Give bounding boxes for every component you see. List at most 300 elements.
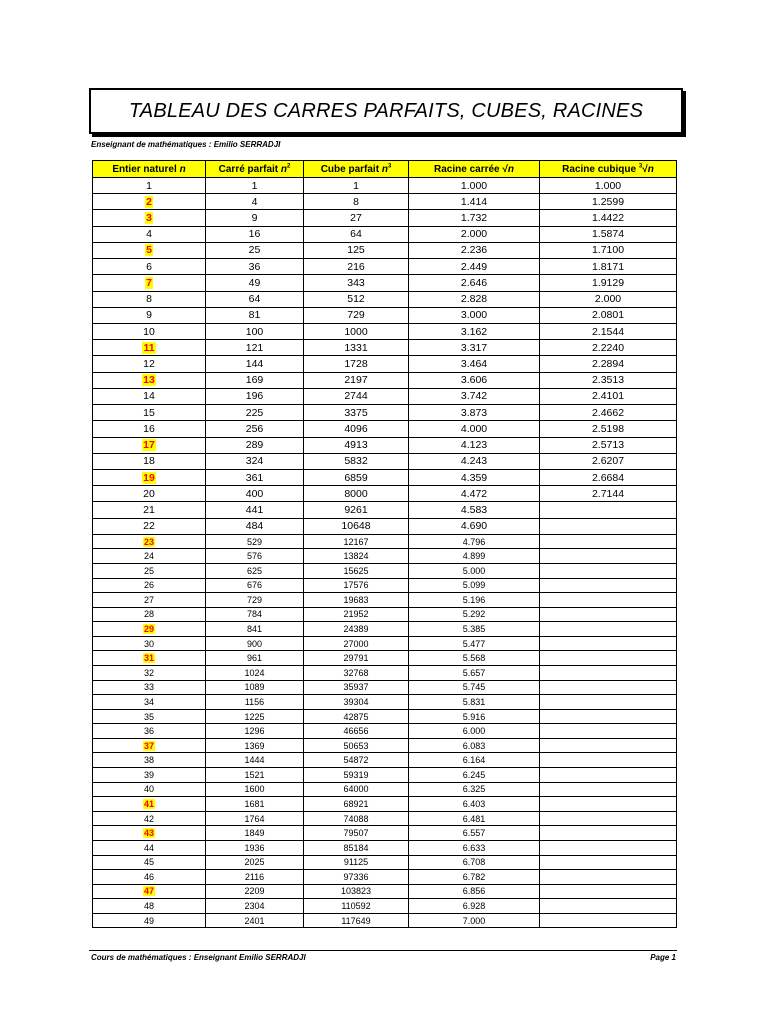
cell-square: 9 — [206, 210, 304, 226]
cell-square: 324 — [206, 453, 304, 469]
page-title: TABLEAU DES CARRES PARFAITS, CUBES, RACINES — [89, 88, 683, 134]
table-row — [93, 437, 677, 453]
cell-sqrt: 5.000 — [409, 563, 540, 578]
cell-sqrt: 4.359 — [409, 469, 540, 485]
table-row — [93, 680, 677, 695]
cell-cbrt: 2.5713 — [540, 437, 677, 453]
cell-square: 121 — [206, 340, 304, 356]
cell-sqrt: 1.414 — [409, 194, 540, 210]
table-row — [93, 275, 677, 291]
cell-square: 400 — [206, 486, 304, 502]
cell-cube: 64000 — [304, 782, 409, 797]
cell-sqrt: 4.123 — [409, 437, 540, 453]
cell-cbrt: 2.6684 — [540, 469, 677, 485]
header-cbrt: Racine cubique $^3$√n — [540, 161, 677, 178]
cell-sqrt: 3.162 — [409, 323, 540, 339]
cell-n — [93, 651, 206, 666]
cell-cbrt: 2.4101 — [540, 388, 677, 404]
cell-cube: 32768 — [304, 666, 409, 681]
cell-cbrt — [540, 549, 677, 564]
table-row — [93, 840, 677, 855]
table-row — [93, 578, 677, 593]
cell-sqrt: 6.557 — [409, 826, 540, 841]
table-row — [93, 534, 677, 549]
cell-n: 18 — [93, 453, 206, 469]
cell-n: 22 — [93, 518, 206, 534]
cell-square: 841 — [206, 622, 304, 637]
cell-cube: 4096 — [304, 421, 409, 437]
cell-cube: 35937 — [304, 680, 409, 695]
cell-cbrt: 2.2240 — [540, 340, 677, 356]
cell-cbrt — [540, 502, 677, 518]
cell-cbrt — [540, 840, 677, 855]
cell-square: 1444 — [206, 753, 304, 768]
highlighted-number: 17 — [143, 439, 155, 452]
cell-cube: 29791 — [304, 651, 409, 666]
cell-sqrt: 3.606 — [409, 372, 540, 388]
table-row — [93, 607, 677, 622]
cell-cbrt — [540, 636, 677, 651]
cell-n: 14 — [93, 388, 206, 404]
cell-square: 256 — [206, 421, 304, 437]
cell-sqrt: 6.083 — [409, 738, 540, 753]
cell-cube: 42875 — [304, 709, 409, 724]
cell-square: 2116 — [206, 870, 304, 885]
cell-n — [93, 340, 206, 356]
table-row — [93, 666, 677, 681]
cell-cbrt — [540, 855, 677, 870]
cell-sqrt: 4.472 — [409, 486, 540, 502]
cell-cbrt — [540, 899, 677, 914]
cell-cube: 5832 — [304, 453, 409, 469]
cell-square: 2401 — [206, 913, 304, 928]
cell-sqrt: 5.196 — [409, 593, 540, 608]
cell-cbrt: 1.7100 — [540, 242, 677, 258]
cell-n: 12 — [93, 356, 206, 372]
cell-n — [93, 738, 206, 753]
table-row — [93, 549, 677, 564]
cell-cube: 343 — [304, 275, 409, 291]
cell-square: 1156 — [206, 695, 304, 710]
table-header-row — [93, 161, 677, 178]
cell-cube: 1728 — [304, 356, 409, 372]
cell-n — [93, 437, 206, 453]
header-square: Carré parfait $n^2$ — [206, 161, 304, 178]
cell-cube: 216 — [304, 259, 409, 275]
table-row — [93, 738, 677, 753]
cell-n: 42 — [93, 811, 206, 826]
highlighted-number: 41 — [143, 799, 154, 809]
cell-square: 196 — [206, 388, 304, 404]
table-row — [93, 356, 677, 372]
cell-n — [93, 372, 206, 388]
cell-cube: 9261 — [304, 502, 409, 518]
cell-n — [93, 194, 206, 210]
cell-n: 21 — [93, 502, 206, 518]
cell-cbrt — [540, 709, 677, 724]
cell-square: 1296 — [206, 724, 304, 739]
cell-sqrt: 6.633 — [409, 840, 540, 855]
cell-cbrt — [540, 695, 677, 710]
cell-sqrt: 5.477 — [409, 636, 540, 651]
cell-n: 38 — [93, 753, 206, 768]
table-row — [93, 388, 677, 404]
cell-cbrt: 1.9129 — [540, 275, 677, 291]
table-row — [93, 695, 677, 710]
table-row — [93, 753, 677, 768]
cell-cube: 68921 — [304, 797, 409, 812]
cell-n: 1 — [93, 178, 206, 194]
cell-sqrt: 6.000 — [409, 724, 540, 739]
cell-cbrt — [540, 913, 677, 928]
highlighted-number: 31 — [143, 653, 154, 664]
cell-square: 36 — [206, 259, 304, 275]
cell-sqrt: 5.385 — [409, 622, 540, 637]
cell-n: 39 — [93, 768, 206, 783]
cell-cube: 1331 — [304, 340, 409, 356]
cell-n: 10 — [93, 323, 206, 339]
table-row — [93, 913, 677, 928]
table-row — [93, 768, 677, 783]
cell-cbrt: 1.4422 — [540, 210, 677, 226]
table-row — [93, 651, 677, 666]
cell-cbrt — [540, 870, 677, 885]
cell-n: 32 — [93, 666, 206, 681]
cell-sqrt: 2.000 — [409, 226, 540, 242]
cell-sqrt: 3.317 — [409, 340, 540, 356]
cell-square: 1849 — [206, 826, 304, 841]
highlighted-number: 23 — [143, 536, 154, 547]
table-row — [93, 724, 677, 739]
cell-square: 289 — [206, 437, 304, 453]
table-row — [93, 709, 677, 724]
cell-cbrt — [540, 518, 677, 534]
table-row — [93, 797, 677, 812]
cell-sqrt: 3.742 — [409, 388, 540, 404]
cell-cube: 2197 — [304, 372, 409, 388]
table-row — [93, 563, 677, 578]
cell-cube: 64 — [304, 226, 409, 242]
cell-n: 40 — [93, 782, 206, 797]
cell-sqrt: 3.873 — [409, 405, 540, 421]
cell-sqrt: 6.856 — [409, 884, 540, 899]
cell-n: 33 — [93, 680, 206, 695]
cell-square: 16 — [206, 226, 304, 242]
cell-cube: 13824 — [304, 549, 409, 564]
cell-cube: 79507 — [304, 826, 409, 841]
cell-sqrt: 4.690 — [409, 518, 540, 534]
cell-sqrt: 2.828 — [409, 291, 540, 307]
cell-cube: 54872 — [304, 753, 409, 768]
cell-cbrt — [540, 884, 677, 899]
cell-n — [93, 469, 206, 485]
cell-sqrt: 6.782 — [409, 870, 540, 885]
cell-cbrt: 2.0801 — [540, 307, 677, 323]
perfect-squares-table — [92, 160, 677, 928]
cell-n: 49 — [93, 913, 206, 928]
highlighted-number: 11 — [143, 341, 155, 354]
cell-cbrt — [540, 563, 677, 578]
header-n: Entier naturel n — [93, 161, 206, 178]
cell-cube: 50653 — [304, 738, 409, 753]
cell-cube: 103823 — [304, 884, 409, 899]
table-row — [93, 259, 677, 275]
cell-cube: 2744 — [304, 388, 409, 404]
cell-square: 1600 — [206, 782, 304, 797]
highlighted-number: 5 — [146, 244, 152, 257]
cell-cube: 1 — [304, 178, 409, 194]
header-sqrt: Racine carrée √n — [409, 161, 540, 178]
cell-n: 4 — [93, 226, 206, 242]
table-row — [93, 210, 677, 226]
cell-cube: 24389 — [304, 622, 409, 637]
cell-sqrt: 2.449 — [409, 259, 540, 275]
cell-cbrt: 1.2599 — [540, 194, 677, 210]
cell-sqrt: 6.245 — [409, 768, 540, 783]
cell-cube: 110592 — [304, 899, 409, 914]
cell-cube: 10648 — [304, 518, 409, 534]
cell-cbrt: 2.6207 — [540, 453, 677, 469]
cell-square: 1369 — [206, 738, 304, 753]
cell-cube: 21952 — [304, 607, 409, 622]
cell-sqrt: 5.745 — [409, 680, 540, 695]
cell-cube: 39304 — [304, 695, 409, 710]
table-row — [93, 421, 677, 437]
cell-cube: 8000 — [304, 486, 409, 502]
cell-cbrt — [540, 666, 677, 681]
cell-cbrt — [540, 782, 677, 797]
highlighted-number: 29 — [143, 624, 154, 635]
cell-cube: 27000 — [304, 636, 409, 651]
cell-square: 1521 — [206, 768, 304, 783]
cell-cbrt: 1.5874 — [540, 226, 677, 242]
cell-sqrt: 4.243 — [409, 453, 540, 469]
cell-sqrt: 2.236 — [409, 242, 540, 258]
cell-sqrt: 5.657 — [409, 666, 540, 681]
highlighted-number: 43 — [143, 828, 154, 839]
table-row — [93, 884, 677, 899]
cell-sqrt: 6.164 — [409, 753, 540, 768]
cell-sqrt: 5.831 — [409, 695, 540, 710]
cell-square: 529 — [206, 534, 304, 549]
cell-cube: 512 — [304, 291, 409, 307]
cell-cube: 8 — [304, 194, 409, 210]
cell-n: 27 — [93, 593, 206, 608]
highlighted-number: 13 — [143, 374, 155, 387]
highlighted-number: 19 — [143, 471, 155, 484]
cell-sqrt: 4.000 — [409, 421, 540, 437]
cell-cbrt — [540, 753, 677, 768]
table-row — [93, 782, 677, 797]
cell-sqrt: 5.099 — [409, 578, 540, 593]
cell-square: 81 — [206, 307, 304, 323]
cell-square: 1024 — [206, 666, 304, 681]
cell-cbrt: 1.000 — [540, 178, 677, 194]
cell-cbrt — [540, 738, 677, 753]
cell-cube: 12167 — [304, 534, 409, 549]
cell-square: 784 — [206, 607, 304, 622]
table-row — [93, 826, 677, 841]
cell-square: 64 — [206, 291, 304, 307]
cell-square: 2209 — [206, 884, 304, 899]
cell-sqrt: 6.708 — [409, 855, 540, 870]
cell-n — [93, 797, 206, 812]
cell-square: 900 — [206, 636, 304, 651]
table-row — [93, 622, 677, 637]
cell-sqrt: 6.325 — [409, 782, 540, 797]
table-row — [93, 486, 677, 502]
cell-n: 6 — [93, 259, 206, 275]
cell-sqrt: 4.899 — [409, 549, 540, 564]
cell-cube: 15625 — [304, 563, 409, 578]
cell-square: 576 — [206, 549, 304, 564]
cell-cube: 117649 — [304, 913, 409, 928]
table-row — [93, 453, 677, 469]
table-row — [93, 291, 677, 307]
cell-cube: 4913 — [304, 437, 409, 453]
table-body — [93, 178, 677, 928]
cell-cube: 59319 — [304, 768, 409, 783]
cell-sqrt: 1.732 — [409, 210, 540, 226]
cell-cbrt — [540, 680, 677, 695]
cell-square: 2304 — [206, 899, 304, 914]
cell-n: 25 — [93, 563, 206, 578]
cell-n: 45 — [93, 855, 206, 870]
cell-n — [93, 622, 206, 637]
footer-page-number: Page 1 — [650, 953, 676, 962]
table-row — [93, 593, 677, 608]
table-row — [93, 372, 677, 388]
cell-sqrt: 4.796 — [409, 534, 540, 549]
author-line: Enseignant de mathématiques : Emilio SERRADJI — [91, 140, 281, 149]
cell-n — [93, 210, 206, 226]
cell-cbrt: 2.1544 — [540, 323, 677, 339]
table-row — [93, 636, 677, 651]
cell-sqrt: 3.464 — [409, 356, 540, 372]
cell-sqrt: 5.568 — [409, 651, 540, 666]
cell-cbrt — [540, 534, 677, 549]
cell-n: 36 — [93, 724, 206, 739]
cell-sqrt: 5.916 — [409, 709, 540, 724]
cell-cbrt: 2.5198 — [540, 421, 677, 437]
cell-n: 46 — [93, 870, 206, 885]
table-row — [93, 855, 677, 870]
cell-n: 15 — [93, 405, 206, 421]
footer-divider — [89, 950, 677, 951]
cell-square: 4 — [206, 194, 304, 210]
highlighted-number: 47 — [143, 886, 154, 897]
cell-square: 1225 — [206, 709, 304, 724]
highlighted-number: 37 — [143, 740, 154, 751]
cell-cbrt — [540, 622, 677, 637]
cell-n — [93, 826, 206, 841]
table-row — [93, 518, 677, 534]
cell-cube: 97336 — [304, 870, 409, 885]
cell-cbrt — [540, 578, 677, 593]
cell-cbrt — [540, 811, 677, 826]
cell-cbrt: 2.4662 — [540, 405, 677, 421]
cell-sqrt: 4.583 — [409, 502, 540, 518]
cell-n: 35 — [93, 709, 206, 724]
cell-cbrt: 2.000 — [540, 291, 677, 307]
table-row — [93, 178, 677, 194]
cell-cbrt — [540, 607, 677, 622]
cell-cube: 3375 — [304, 405, 409, 421]
cell-n: 26 — [93, 578, 206, 593]
cell-cbrt: 2.7144 — [540, 486, 677, 502]
highlighted-number: 3 — [146, 212, 152, 225]
cell-cube: 125 — [304, 242, 409, 258]
cell-n: 30 — [93, 636, 206, 651]
table-row — [93, 405, 677, 421]
table-row — [93, 226, 677, 242]
cell-square: 1764 — [206, 811, 304, 826]
cell-square: 25 — [206, 242, 304, 258]
cell-cube: 85184 — [304, 840, 409, 855]
cell-sqrt: 5.292 — [409, 607, 540, 622]
table-row — [93, 811, 677, 826]
cell-sqrt: 7.000 — [409, 913, 540, 928]
table-row — [93, 899, 677, 914]
cell-square: 144 — [206, 356, 304, 372]
cell-cbrt — [540, 651, 677, 666]
cell-square: 1936 — [206, 840, 304, 855]
table-row — [93, 340, 677, 356]
cell-n: 8 — [93, 291, 206, 307]
cell-sqrt: 6.481 — [409, 811, 540, 826]
cell-cube: 74088 — [304, 811, 409, 826]
cell-sqrt: 6.403 — [409, 797, 540, 812]
header-cube: Cube parfait $n^3$ — [304, 161, 409, 178]
cell-square: 361 — [206, 469, 304, 485]
cell-square: 625 — [206, 563, 304, 578]
highlighted-number: 2 — [146, 195, 152, 208]
footer-course: Cours de mathématiques : Enseignant Emilio SERRADJI — [91, 953, 306, 962]
cell-square: 1681 — [206, 797, 304, 812]
cell-square: 729 — [206, 593, 304, 608]
cell-cbrt — [540, 797, 677, 812]
cell-n — [93, 884, 206, 899]
table-row — [93, 469, 677, 485]
cell-square: 169 — [206, 372, 304, 388]
cell-n: 16 — [93, 421, 206, 437]
cell-cbrt: 2.3513 — [540, 372, 677, 388]
cell-sqrt: 3.000 — [409, 307, 540, 323]
cell-square: 2025 — [206, 855, 304, 870]
cell-n: 48 — [93, 899, 206, 914]
cell-sqrt: 6.928 — [409, 899, 540, 914]
cell-n — [93, 275, 206, 291]
cell-cube: 17576 — [304, 578, 409, 593]
cell-n: 9 — [93, 307, 206, 323]
cell-sqrt: 2.646 — [409, 275, 540, 291]
cell-square: 49 — [206, 275, 304, 291]
table-row — [93, 870, 677, 885]
cell-n: 34 — [93, 695, 206, 710]
cell-square: 1089 — [206, 680, 304, 695]
cell-cbrt — [540, 826, 677, 841]
cell-n: 28 — [93, 607, 206, 622]
cell-cube: 27 — [304, 210, 409, 226]
cell-square: 441 — [206, 502, 304, 518]
table-row — [93, 307, 677, 323]
cell-square: 100 — [206, 323, 304, 339]
cell-cube: 91125 — [304, 855, 409, 870]
cell-n — [93, 242, 206, 258]
cell-cbrt — [540, 768, 677, 783]
cell-cube: 1000 — [304, 323, 409, 339]
cell-cube: 19683 — [304, 593, 409, 608]
